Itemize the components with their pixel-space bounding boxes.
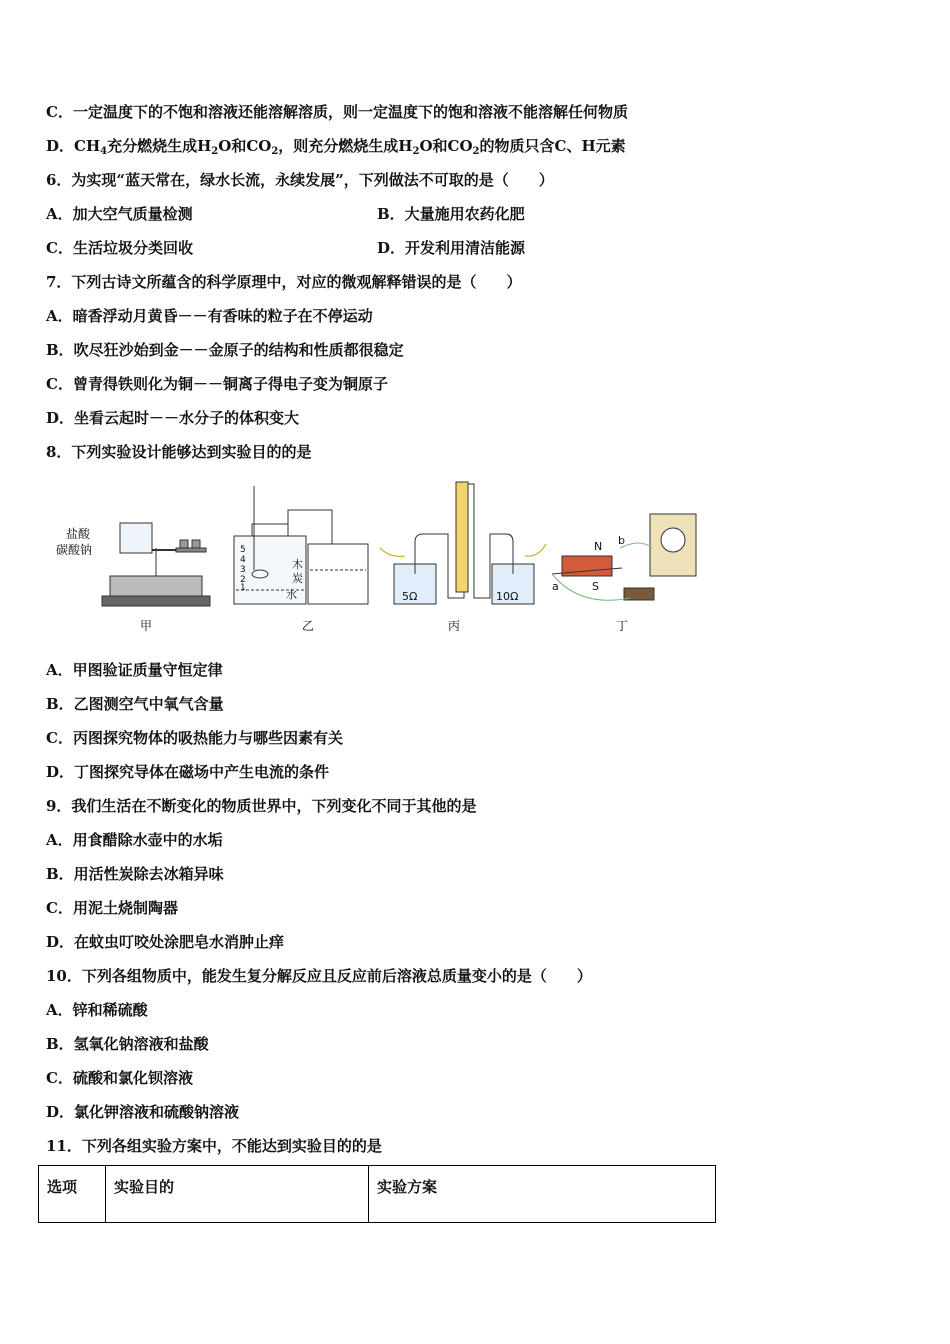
q8-option-b: B．乙图测空气中氧气含量 bbox=[46, 695, 224, 713]
yi-mark-3: 3 bbox=[240, 565, 246, 575]
question-6: 6．为实现“蓝天常在，绿水长流，永续发展”，下列做法不可取的是（ ） bbox=[46, 171, 554, 189]
jia-label-na2co3: 碳酸钠 bbox=[56, 543, 93, 557]
question-10: 10．下列各组物质中，能发生复分解反应且反应前后溶液总质量变小的是（ ） bbox=[46, 967, 592, 985]
q7-option-c: C．曾青得铁则化为铜－－铜离子得电子变为铜原子 bbox=[46, 375, 388, 393]
header-plan: 实验方案 bbox=[369, 1166, 716, 1223]
text-seg: O和CO bbox=[218, 137, 272, 155]
figure-jia-balance bbox=[102, 523, 210, 606]
q8-option-c: C．丙图探究物体的吸热能力与哪些因素有关 bbox=[46, 729, 343, 747]
yi-mark-2: 2 bbox=[240, 575, 246, 585]
figure-yi-apparatus bbox=[234, 486, 368, 604]
option-d-line bbox=[46, 136, 626, 162]
q6-option-a: A．加大空气质量检测 bbox=[46, 205, 193, 223]
q7-option-b: B．吹尽狂沙始到金－－金原子的结构和性质都很稳定 bbox=[46, 341, 404, 359]
question-11: 11．下列各组实验方案中，不能达到实验目的的是 bbox=[46, 1137, 382, 1155]
q6-option-d: D．开发利用清洁能源 bbox=[377, 239, 526, 257]
text-seg: 的物质只含C、H元素 bbox=[479, 137, 626, 155]
bing-caption: 丙 bbox=[448, 619, 461, 633]
q10-option-c: C．硫酸和氯化钡溶液 bbox=[46, 1069, 193, 1087]
subscript: 2 bbox=[271, 146, 279, 157]
yi-mark-4: 4 bbox=[240, 555, 246, 565]
jia-caption: 甲 bbox=[140, 619, 153, 633]
yi-label-mu: 木 bbox=[292, 558, 303, 571]
question-9: 9．我们生活在不断变化的物质世界中，下列变化不同于其他的是 bbox=[46, 797, 477, 815]
yi-caption: 乙 bbox=[302, 619, 315, 633]
text-seg: ，则充分燃烧生成H bbox=[278, 137, 413, 155]
subscript: 2 bbox=[211, 146, 219, 157]
q11-table bbox=[38, 1165, 716, 1223]
figure-ding-apparatus bbox=[552, 514, 696, 600]
ding-label-b: b bbox=[618, 534, 625, 547]
table-header-row bbox=[39, 1166, 716, 1223]
q10-option-b: B．氢氧化钠溶液和盐酸 bbox=[46, 1035, 209, 1053]
question-8: 8．下列实验设计能够达到实验目的的是 bbox=[46, 443, 312, 461]
ding-caption: 丁 bbox=[616, 619, 629, 633]
ding-label-a: a bbox=[552, 580, 559, 593]
question-7: 7．下列古诗文所蕴含的科学原理中，对应的微观解释错误的是（ ） bbox=[46, 273, 522, 291]
figure-bing-apparatus bbox=[380, 482, 546, 604]
q10-option-d: D．氯化钾溶液和硫酸钠溶液 bbox=[46, 1103, 240, 1121]
ding-label-n: N bbox=[594, 540, 603, 553]
q10-option-a: A．锌和稀硫酸 bbox=[46, 1001, 148, 1019]
yi-mark-1: 1 bbox=[240, 583, 246, 593]
q7-option-d: D．坐看云起时－－水分子的体积变大 bbox=[46, 409, 300, 427]
option-c-line: C．一定温度下的不饱和溶液还能溶解溶质，则一定温度下的饱和溶液不能溶解任何物质 bbox=[46, 103, 628, 121]
q9-option-b: B．用活性炭除去冰箱异味 bbox=[46, 865, 224, 883]
q8-option-a: A．甲图验证质量守恒定律 bbox=[46, 661, 223, 679]
yi-label-tan: 炭 bbox=[292, 572, 303, 585]
text-seg: 充分燃烧生成H bbox=[107, 137, 212, 155]
yi-mark-5: 5 bbox=[240, 545, 246, 555]
q7-option-a: A．暗香浮动月黄昏－－有香味的粒子在不停运动 bbox=[46, 307, 373, 325]
header-purpose: 实验目的 bbox=[106, 1166, 369, 1223]
text-seg: O和CO bbox=[419, 137, 473, 155]
yi-label-shui: 水 bbox=[286, 588, 297, 601]
bing-r2: 10Ω bbox=[496, 590, 519, 603]
subscript: 2 bbox=[412, 146, 420, 157]
header-option: 选项 bbox=[39, 1166, 106, 1223]
text-seg: D．CH bbox=[46, 137, 101, 155]
q9-option-a: A．用食醋除水壶中的水垢 bbox=[46, 831, 223, 849]
subscript: 2 bbox=[472, 146, 480, 157]
experiment-figure bbox=[40, 478, 720, 638]
q8-option-d: D．丁图探究导体在磁场中产生电流的条件 bbox=[46, 763, 330, 781]
q6-option-c: C．生活垃圾分类回收 bbox=[46, 239, 193, 257]
q6-option-b: B．大量施用农药化肥 bbox=[377, 205, 525, 223]
bing-r1: 5Ω bbox=[402, 590, 418, 603]
q9-option-c: C．用泥土烧制陶器 bbox=[46, 899, 178, 917]
jia-label-hcl: 盐酸 bbox=[66, 527, 91, 541]
ding-label-s: S bbox=[592, 580, 599, 593]
q9-option-d: D．在蚊虫叮咬处涂肥皂水消肿止痒 bbox=[46, 933, 285, 951]
subscript: 4 bbox=[100, 146, 108, 157]
